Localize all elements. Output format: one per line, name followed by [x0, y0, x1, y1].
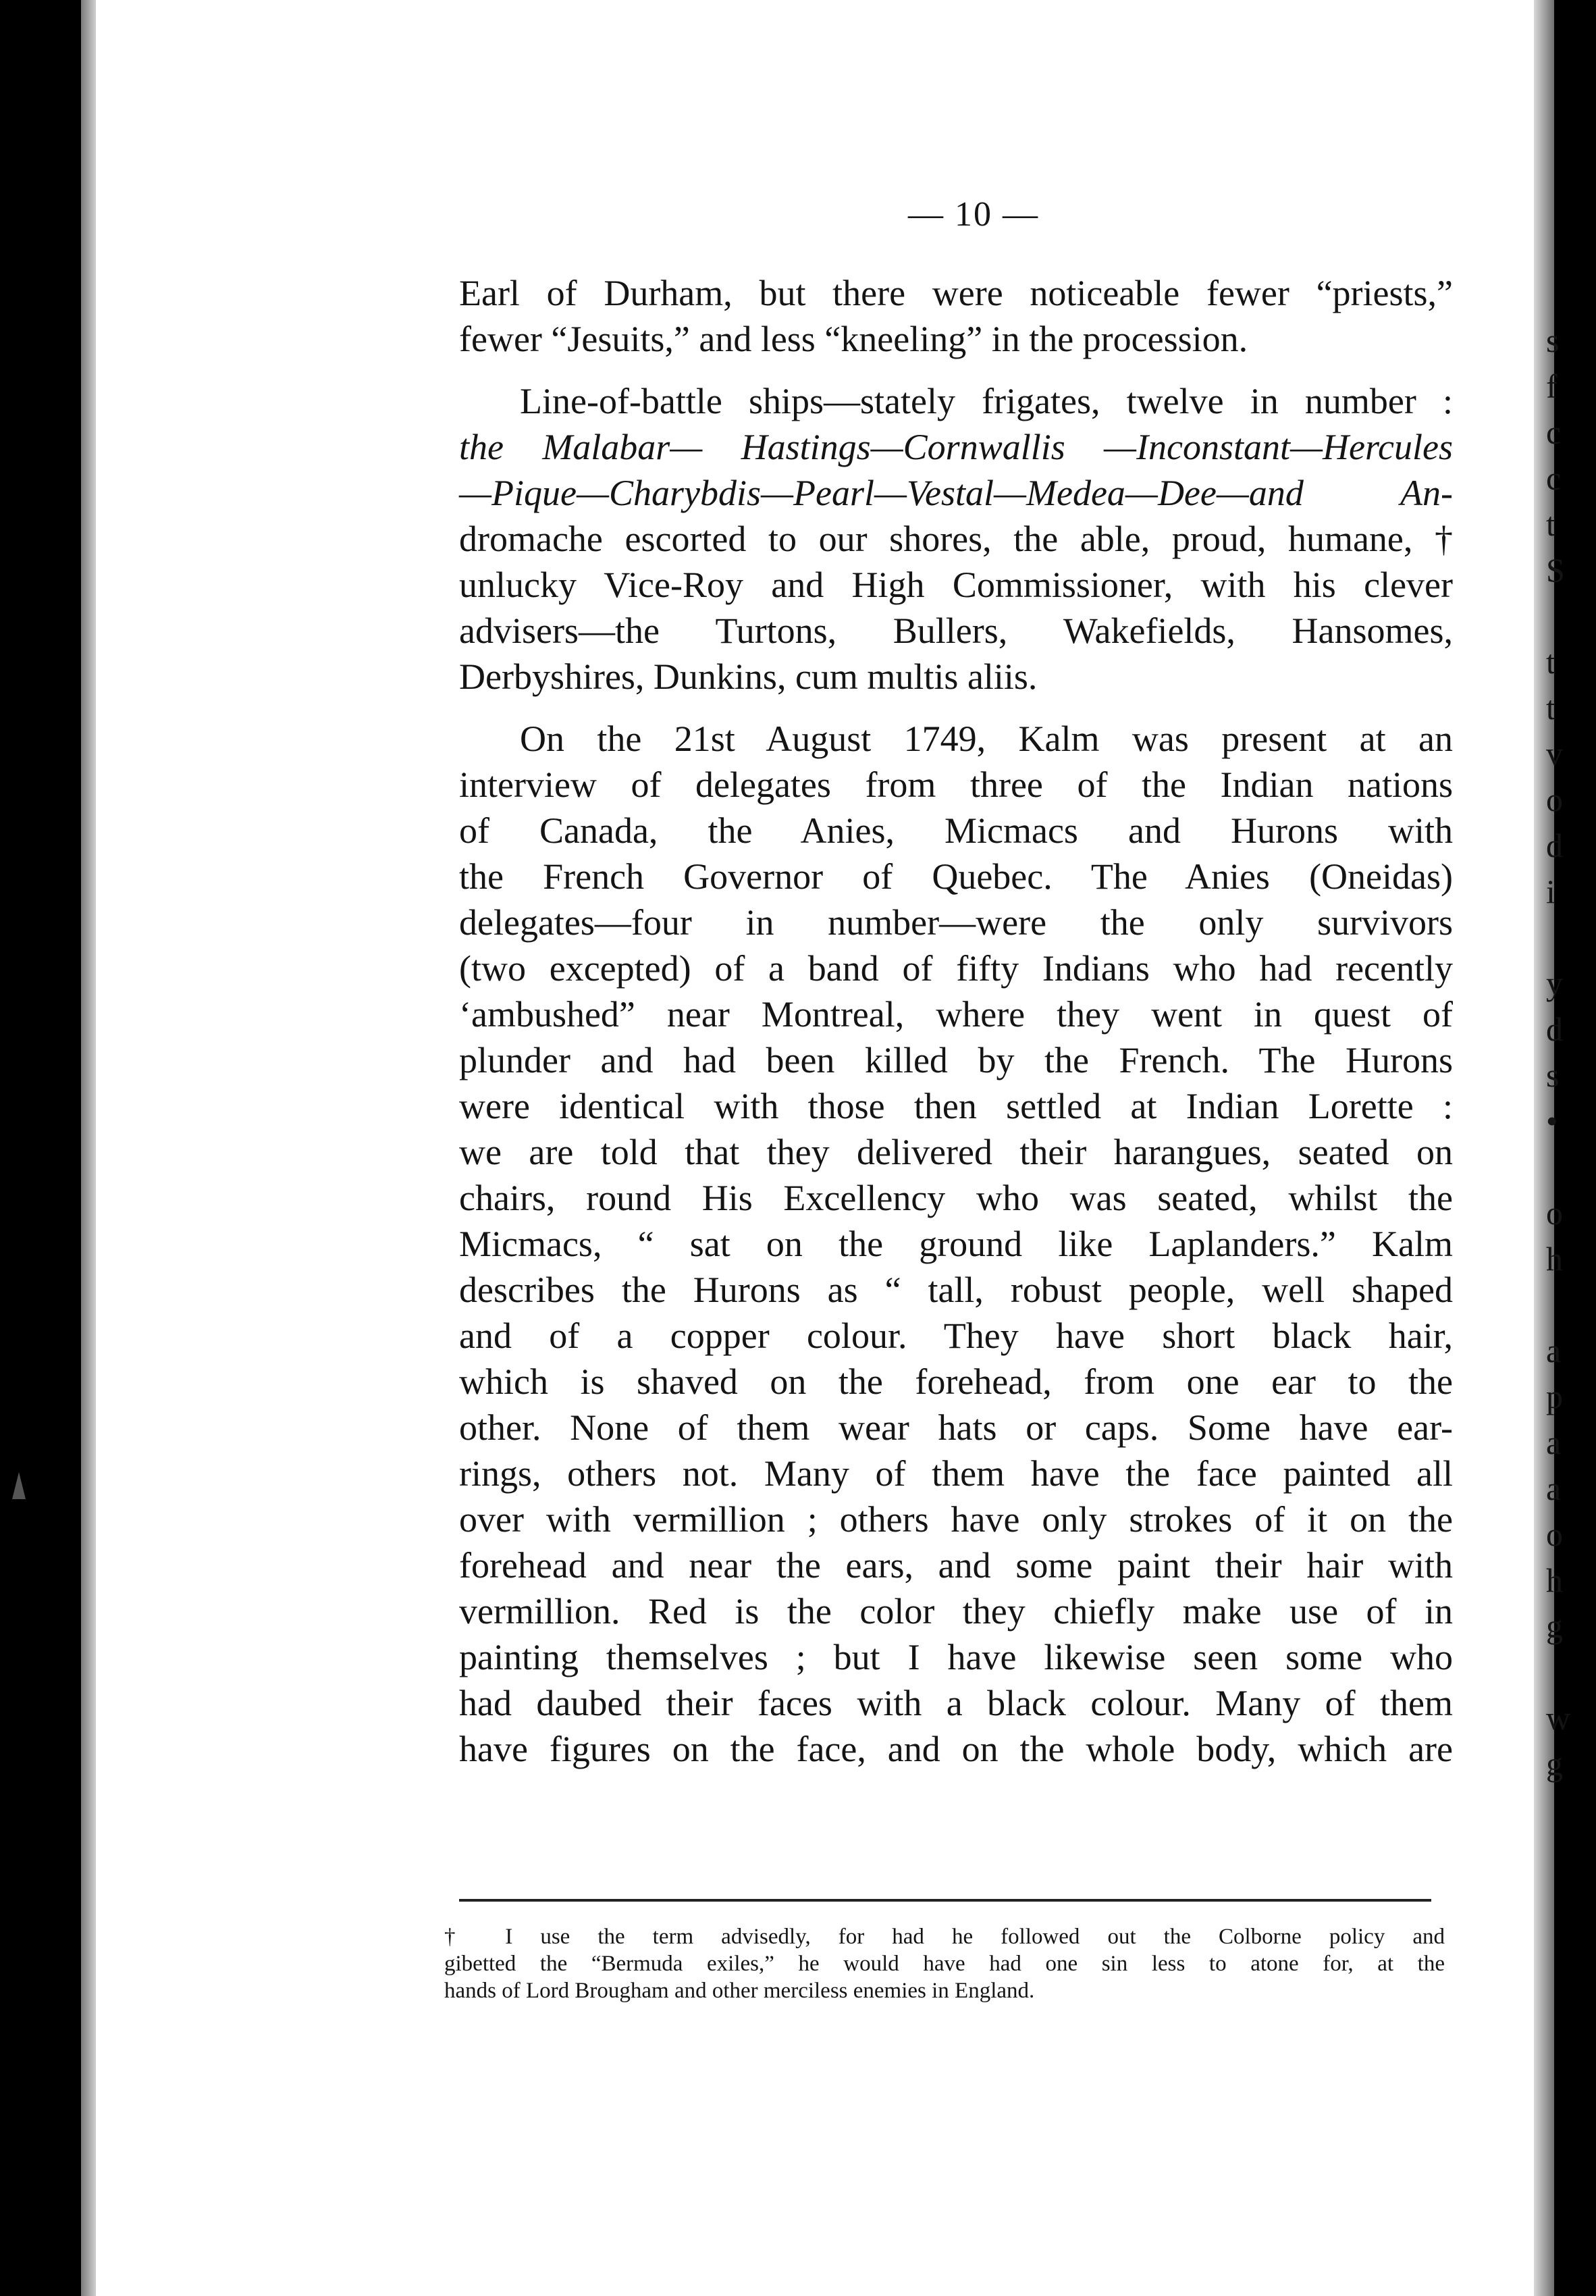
footnote-line: hands of Lord Brougham and other merciless enemies in England. [444, 1979, 1035, 2003]
text-line: and of a copper colour. They have short black hair, [459, 1315, 1453, 1356]
facing-page-fragment: c [1546, 459, 1562, 497]
text-line-ship-names: the Malabar— Hastings—Cornwallis —Inconstant—Hercules [459, 427, 1453, 467]
scan-border-left [0, 0, 81, 2296]
facing-page-fragment: w [1546, 1699, 1571, 1737]
facing-page-fragment: a [1546, 1424, 1562, 1461]
facing-page-fragment: a [1546, 1469, 1562, 1507]
text-line: over with vermillion ; others have only strokes of it on the [459, 1499, 1453, 1540]
text-line: which is shaved on the forehead, from one ear to the [459, 1361, 1453, 1402]
body-text [459, 270, 1453, 1788]
facing-page-fragment: v [1546, 735, 1563, 773]
text-line: describes the Hurons as “ tall, robust people, well shaped [459, 1270, 1453, 1310]
facing-page-fragment [1546, 593, 1587, 639]
text-line: (two excepted) of a band of fifty Indians who had recently [459, 948, 1453, 989]
text-line: vermillion. Red is the color they chiefly make use of in [459, 1591, 1453, 1632]
text-line: Micmacs, “ sat on the ground like Laplanders.” Kalm [459, 1224, 1453, 1264]
facing-page-fragment: s [1546, 1056, 1560, 1094]
text-line: delegates—four in number—were the only survivors [459, 902, 1453, 943]
facing-page-fragment: o [1546, 781, 1563, 818]
facing-page-fragment [1546, 1282, 1587, 1328]
facing-page-fragment [1546, 1649, 1587, 1695]
text-line: rings, others not. Many of them have the face painted all [459, 1453, 1453, 1494]
facing-page-fragment: • [1546, 1102, 1558, 1140]
facing-page-fragment: g [1546, 1607, 1563, 1645]
paragraph-2 [459, 378, 1453, 700]
facing-page-fragment [1546, 914, 1587, 960]
facing-page-fragment: g [1546, 1745, 1563, 1783]
text-line: Line-of-battle ships—stately frigates, twelve in number : [520, 381, 1453, 421]
facing-page-fragment: s [1546, 321, 1560, 359]
text-line: were identical with those then settled at Indian Lorette : [459, 1086, 1453, 1126]
text-line: ‘ambushed” near Montreal, where they went in quest of [459, 994, 1453, 1035]
text-line: forehead and near the ears, and some paint their hair with [459, 1545, 1453, 1586]
text-line: Earl of Durham, but there were noticeable fewer “priests,” [459, 273, 1453, 313]
text-line: On the 21st August 1749, Kalm was present at an [520, 719, 1453, 759]
text-line: had daubed their faces with a black colour. Many of them [459, 1683, 1453, 1723]
scan-shadow-left [81, 0, 96, 2296]
facing-page-fragment: d [1546, 827, 1563, 864]
facing-page-fragment: d [1546, 1010, 1563, 1048]
text-line: have figures on the face, and on the whole body, which are [459, 1729, 1453, 1769]
facing-page-fragment: o [1546, 1515, 1563, 1553]
footnote [444, 1923, 1445, 2004]
facing-page-fragment: h [1546, 1561, 1563, 1599]
facing-page-fragment: t [1546, 505, 1555, 543]
facing-page-fragment: f [1546, 367, 1558, 405]
text-line: interview of delegates from three of the Indian nations [459, 764, 1453, 805]
text-line: chairs, round His Excellency who was seated, whilst the [459, 1178, 1453, 1218]
facing-page-fragment: i [1546, 872, 1555, 910]
text-line: advisers—the Turtons, Bullers, Wakefields, Hansomes, [459, 610, 1453, 651]
text-line: other. None of them wear hats or caps. Some have ear- [459, 1407, 1453, 1448]
page-number: — 10 — [908, 195, 1039, 234]
footnote-divider [459, 1899, 1431, 1902]
facing-page-fragments [1546, 317, 1587, 1787]
text-line: dromache escorted to our shores, the able, proud, humane, † [459, 519, 1453, 559]
text-line: painting themselves ; but I have likewise seen some who [459, 1637, 1453, 1677]
facing-page-fragment: p [1546, 1378, 1563, 1415]
text-line: of Canada, the Anies, Micmacs and Hurons with [459, 810, 1453, 851]
paragraph-1 [459, 270, 1453, 362]
text-line: unlucky Vice-Roy and High Commissioner, with his clever [459, 565, 1453, 605]
facing-page-fragment: t [1546, 689, 1555, 727]
facing-page-fragment [1546, 1144, 1587, 1190]
text-line: Derbyshires, Dunkins, cum multis aliis. [459, 656, 1038, 697]
facing-page-fragment: S [1546, 551, 1565, 589]
facing-page-fragment: o [1546, 1194, 1563, 1232]
text-line: we are told that they delivered their harangues, seated on [459, 1132, 1453, 1172]
paragraph-3 [459, 716, 1453, 1772]
facing-page-fragment: a [1546, 1332, 1562, 1369]
text-line: plunder and had been killed by the French. The Hurons [459, 1040, 1453, 1080]
facing-page-fragment: c [1546, 413, 1562, 451]
text-line: fewer “Jesuits,” and less “kneeling” in the procession. [459, 319, 1248, 359]
text-line: the French Governor of Quebec. The Anies (Oneidas) [459, 856, 1453, 897]
footnote-line: † I use the term advisedly, for had he followed out the Colborne policy and [444, 1925, 1445, 1949]
facing-page-fragment: y [1546, 964, 1563, 1002]
scan-artifact-mark [12, 1472, 26, 1499]
footnote-line: gibetted the “Bermuda exiles,” he would have had one sin less to atone for, at the [444, 1952, 1445, 1976]
text-line-ship-names: —Pique—Charybdis—Pearl—Vestal—Medea—Dee—and An- [459, 473, 1453, 513]
facing-page-fragment: t [1546, 643, 1555, 681]
facing-page-fragment: h [1546, 1240, 1563, 1278]
